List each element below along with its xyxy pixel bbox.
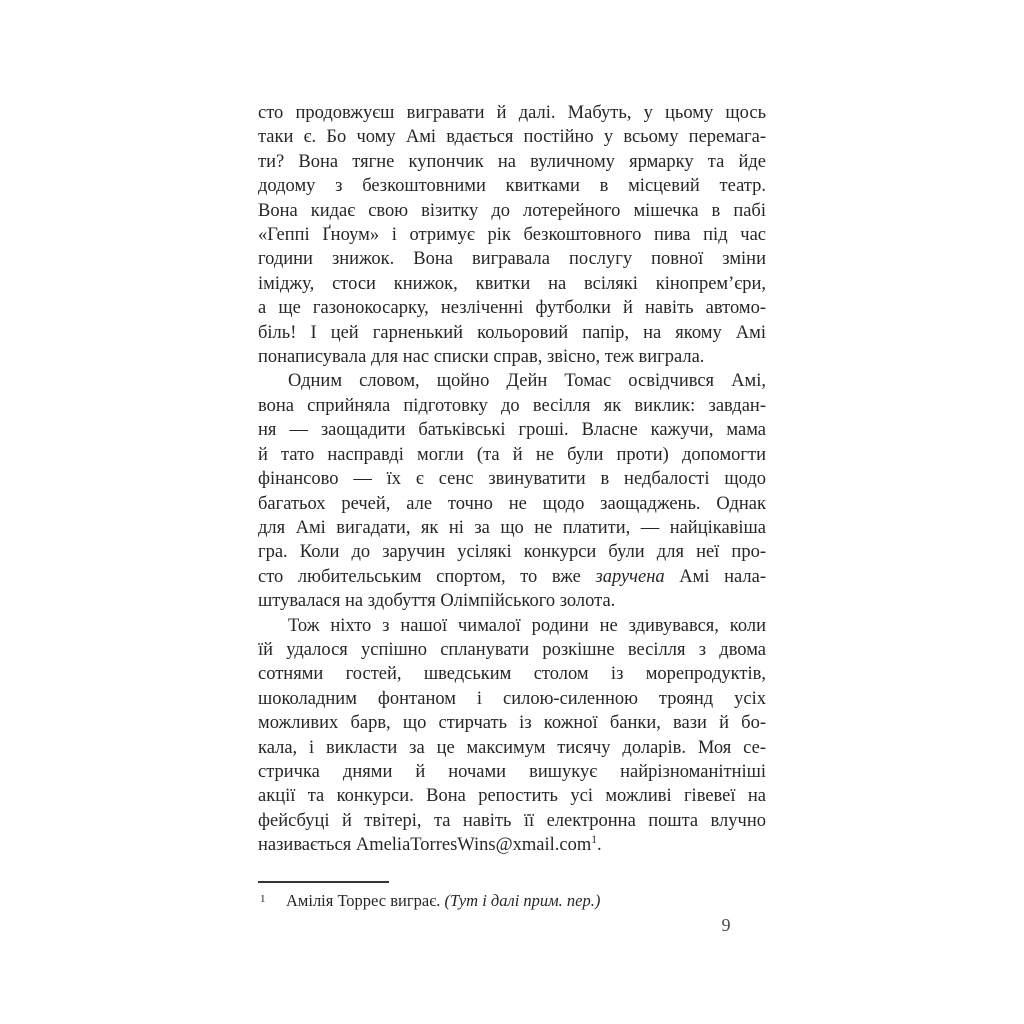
text-segment: біль! І цей гарненький кольоровий папір, на якому Амі — [258, 322, 766, 343]
footnote-divider — [258, 881, 389, 883]
text-line — [258, 833, 766, 857]
text-line — [258, 418, 766, 442]
text-segment: години знижок. Вона вигравала послугу повної зміни — [258, 249, 766, 270]
text-segment: їй удалося успішно спланувати розкішне весілля з двома — [258, 639, 766, 660]
text-segment: Вона кидає свою візитку до лотерейного мішечка в пабі — [258, 200, 766, 221]
text-line — [258, 565, 766, 589]
text-segment: сто любительським спортом, то вже — [258, 566, 596, 587]
text-line — [258, 296, 766, 320]
text-line — [258, 662, 766, 686]
text-line — [258, 760, 766, 784]
text-line — [258, 492, 766, 516]
text-segment: сто продовжуєш вигравати й далі. Мабуть, у цьому щось — [258, 103, 766, 123]
text-segment: кала, і викласти за це максимум тисячу доларів. Моя се- — [258, 737, 766, 758]
text-line — [258, 638, 766, 662]
text-line — [258, 736, 766, 760]
text-line — [258, 199, 766, 223]
text-line — [258, 345, 766, 369]
text-segment: . — [596, 835, 602, 856]
text-segment: акції та конкурси. Вона репостить усі можливі гівевеї на — [258, 786, 766, 807]
text-segment: таки є. Бо чому Амі вдається постійно у всьому перемага- — [258, 127, 766, 148]
text-line — [258, 272, 766, 296]
text-line — [258, 394, 766, 418]
text-segment: додому з безкоштовними квитками в місцевий театр. — [258, 176, 766, 197]
text-line — [258, 809, 766, 833]
text-line — [258, 125, 766, 149]
text-line — [258, 223, 766, 247]
text-segment: для Амі вигадати, як ні за що не платити, — найцікавіша — [258, 517, 766, 538]
text-line — [258, 784, 766, 808]
text-line — [258, 540, 766, 564]
text-line — [258, 321, 766, 345]
text-line — [258, 467, 766, 491]
text-segment: можливих барв, що стирчать із кожної банки, вази й бо- — [258, 713, 766, 734]
text-segment: вона сприйняла підготовку до весілля як виклик: завдан- — [258, 395, 766, 416]
page-number: 9 — [721, 915, 731, 935]
text-line — [258, 174, 766, 198]
text-segment: штувалася на здобуття Олімпійського золота. — [258, 591, 616, 612]
text-segment: багатьох речей, але точно не щодо заощаджень. Однак — [258, 493, 766, 514]
text-segment: фінансово — їх є сенс звинуватити в недбалості щодо — [258, 469, 766, 490]
text-segment: гра. Коли до заручин усілякі конкурси були для неї про- — [258, 542, 766, 563]
text-segment: стричка днями й ночами вишукує найрізноманітніші — [258, 761, 766, 782]
text-line — [258, 711, 766, 735]
text-segment: ня — заощадити батьківські гроші. Власне кажучи, мама — [258, 420, 766, 441]
text-segment: Амілія Торрес виграє. — [286, 891, 445, 910]
text-segment: Амі нала- — [664, 566, 766, 587]
text-segment: Тож ніхто з нашої чималої родини не здивувався, коли — [288, 615, 766, 636]
text-line — [258, 443, 766, 467]
text-line — [258, 614, 766, 638]
footnote — [258, 890, 766, 911]
text-segment: фейсбуці й твітері, та навіть її електронна пошта влучно — [258, 810, 766, 831]
italic-text: (Тут і далі прим. пер.) — [444, 891, 601, 910]
text-segment: сотнями гостей, шведським столом із морепродуктів, — [258, 664, 766, 685]
superscript-ref: 1 — [591, 834, 597, 847]
text-line — [258, 101, 766, 125]
text-line — [258, 589, 766, 613]
footnote-text — [286, 891, 600, 910]
text-line — [258, 516, 766, 540]
footnote-marker: 1 — [260, 893, 266, 905]
text-segment: понаписувала для нас списки справ, звісно, теж виграла. — [258, 347, 705, 368]
text-segment: називається AmeliaTorresWins@xmail.com — [258, 835, 592, 856]
text-line — [258, 369, 766, 393]
text-segment: а ще газонокосарку, незліченні футболки й навіть автомо- — [258, 298, 766, 319]
italic-text: заручена — [595, 566, 665, 587]
body-text — [258, 101, 766, 858]
text-segment: «Геппі Ґноум» і отримує рік безкоштовного пива під час — [258, 225, 766, 246]
text-segment: шоколадним фонтаном і силою-силенною троянд усіх — [258, 688, 766, 709]
text-line — [258, 247, 766, 271]
text-segment: ти? Вона тягне купончик на вуличному ярмарку та йде — [258, 151, 766, 172]
text-segment: й тато насправді могли (та й не були проти) допомогти — [258, 444, 766, 465]
text-segment: Одним словом, щойно Дейн Томас освідчився Амі, — [288, 371, 766, 392]
text-line — [258, 687, 766, 711]
text-line — [258, 150, 766, 174]
text-segment: іміджу, стоси книжок, квитки на всілякі кінопрем’єри, — [258, 273, 766, 294]
